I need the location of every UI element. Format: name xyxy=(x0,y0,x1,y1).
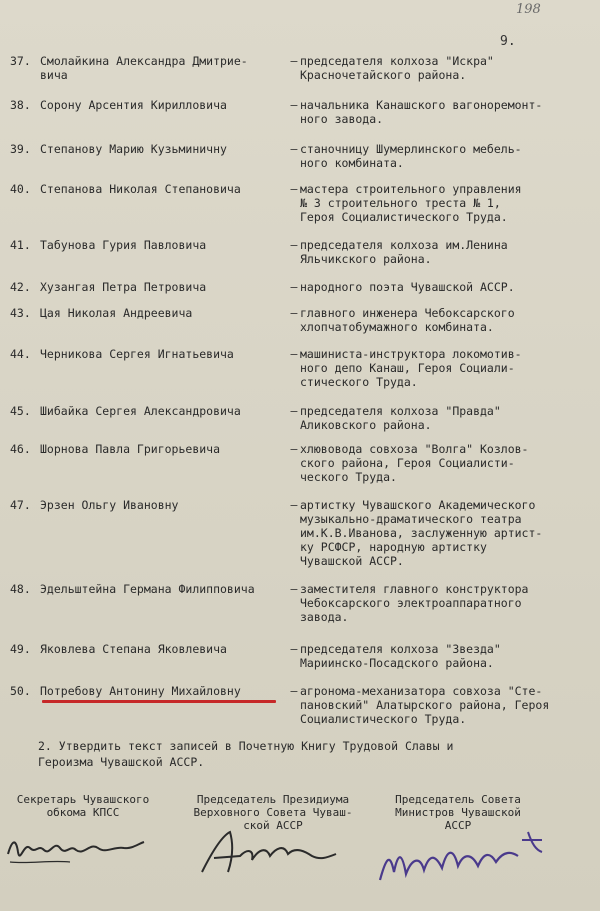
entry-description: хлювовода совхоза "Волга" Козлов- ского района, Героя Социалисти- ческого Труда. xyxy=(300,442,529,484)
entry-name: Табунова Гурия Павловича xyxy=(40,238,207,252)
entry-number: 46. xyxy=(10,442,31,456)
entry-number: 38. xyxy=(10,98,31,112)
entry-number: 49. xyxy=(10,642,31,656)
page-number: 9. xyxy=(500,34,516,49)
entry-description: заместителя главного конструктора Чебоксарского электроаппаратного завода. xyxy=(300,582,529,624)
entry-dash: – xyxy=(290,98,298,112)
entry-name: Хузангая Петра Петровича xyxy=(40,280,207,294)
entry-number: 37. xyxy=(10,54,31,68)
entry-dash: – xyxy=(290,442,298,456)
entry-number: 43. xyxy=(10,306,31,320)
entry-name: Смолайкина Александра Дмитрие- вича xyxy=(40,54,248,82)
entry-dash: – xyxy=(290,347,298,361)
entry-description: начальника Канашского вагоноремонт- ного завода. xyxy=(300,98,543,126)
entry-dash: – xyxy=(290,306,298,320)
entry-number: 50. xyxy=(10,684,31,698)
entry-name: Шорнова Павла Григорьевича xyxy=(40,442,221,456)
handwritten-signature-2 xyxy=(196,822,346,882)
entry-name: Потребову Антонину Михайловну xyxy=(40,684,241,698)
signatory-title: Председатель Президиума Верховного Совета Чуваш- ской АССР xyxy=(193,793,353,832)
signatory-title: Председатель Совета Министров Чувашской АССР xyxy=(395,793,521,832)
entry-dash: – xyxy=(290,182,298,196)
entry-dash: – xyxy=(290,54,298,68)
entry-number: 45. xyxy=(10,404,31,418)
entry-dash: – xyxy=(290,142,298,156)
entry-dash: – xyxy=(290,684,298,698)
entry-description: главного инженера Чебоксарского хлопчатобумажного комбината. xyxy=(300,306,515,334)
entry-description: народного поэта Чувашской АССР. xyxy=(300,280,515,294)
entry-number: 47. xyxy=(10,498,31,512)
entry-description: агронома-механизатора совхоза "Сте- пановский" Алатырского района, Героя Социалистического Труда. xyxy=(300,684,550,726)
resolution-paragraph: 2. Утвердить текст записей в Почетную Книгу Трудовой Славы и Героизма Чувашской АССР. xyxy=(38,739,454,769)
entry-dash: – xyxy=(290,498,298,512)
entry-number: 41. xyxy=(10,238,31,252)
entry-name: Степанову Марию Кузьминичну xyxy=(40,142,227,156)
entry-name: Яковлева Степана Яковлевича xyxy=(40,642,227,656)
handwritten-signature-1 xyxy=(0,818,150,878)
entry-description: станочницу Шумерлинского мебель- ного комбината. xyxy=(300,142,522,170)
entry-dash: – xyxy=(290,404,298,418)
entry-name: Шибайка Сергея Александровича xyxy=(40,404,241,418)
signatory-title: Секретарь Чувашского обкома КПСС xyxy=(16,793,150,819)
entry-number: 42. xyxy=(10,280,31,294)
entry-description: артистку Чувашского Академического музыкально-драматического театра им.К.В.Иванова, заслуженную артист- ку РСФСР, народную артистку Чувашской АССР. xyxy=(300,498,543,568)
entry-dash: – xyxy=(290,642,298,656)
entry-name: Эдельштейна Германа Филипповича xyxy=(40,582,255,596)
entry-number: 48. xyxy=(10,582,31,596)
red-underline-mark xyxy=(42,700,276,703)
entry-dash: – xyxy=(290,280,298,294)
entry-dash: – xyxy=(290,238,298,252)
entry-description: председателя колхоза им.Ленина Яльчикского района. xyxy=(300,238,508,266)
entry-dash: – xyxy=(290,582,298,596)
entry-description: председателя колхоза "Правда" Аликовского района. xyxy=(300,404,501,432)
entry-number: 39. xyxy=(10,142,31,156)
entry-description: председателя колхоза "Искра" Красночетайского района. xyxy=(300,54,494,82)
entry-name: Цая Николая Андреевича xyxy=(40,306,193,320)
entry-description: машиниста-инструктора локомотив- ного депо Канаш, Героя Социали- стического Труда. xyxy=(300,347,522,389)
entry-description: мастера строительного управления № 3 строительного треста № 1, Героя Социалистического Труда. xyxy=(300,182,522,224)
handwritten-signature-3 xyxy=(372,822,552,892)
entry-number: 44. xyxy=(10,347,31,361)
archive-number: 198 xyxy=(516,2,541,17)
entry-name: Степанова Николая Степановича xyxy=(40,182,241,196)
entry-number: 40. xyxy=(10,182,31,196)
entry-name: Сорону Арсентия Кирилловича xyxy=(40,98,227,112)
entry-name: Черникова Сергея Игнатьевича xyxy=(40,347,234,361)
entry-description: председателя колхоза "Звезда" Мариинско-Посадского района. xyxy=(300,642,501,670)
entry-name: Эрзен Ольгу Ивановну xyxy=(40,498,179,512)
